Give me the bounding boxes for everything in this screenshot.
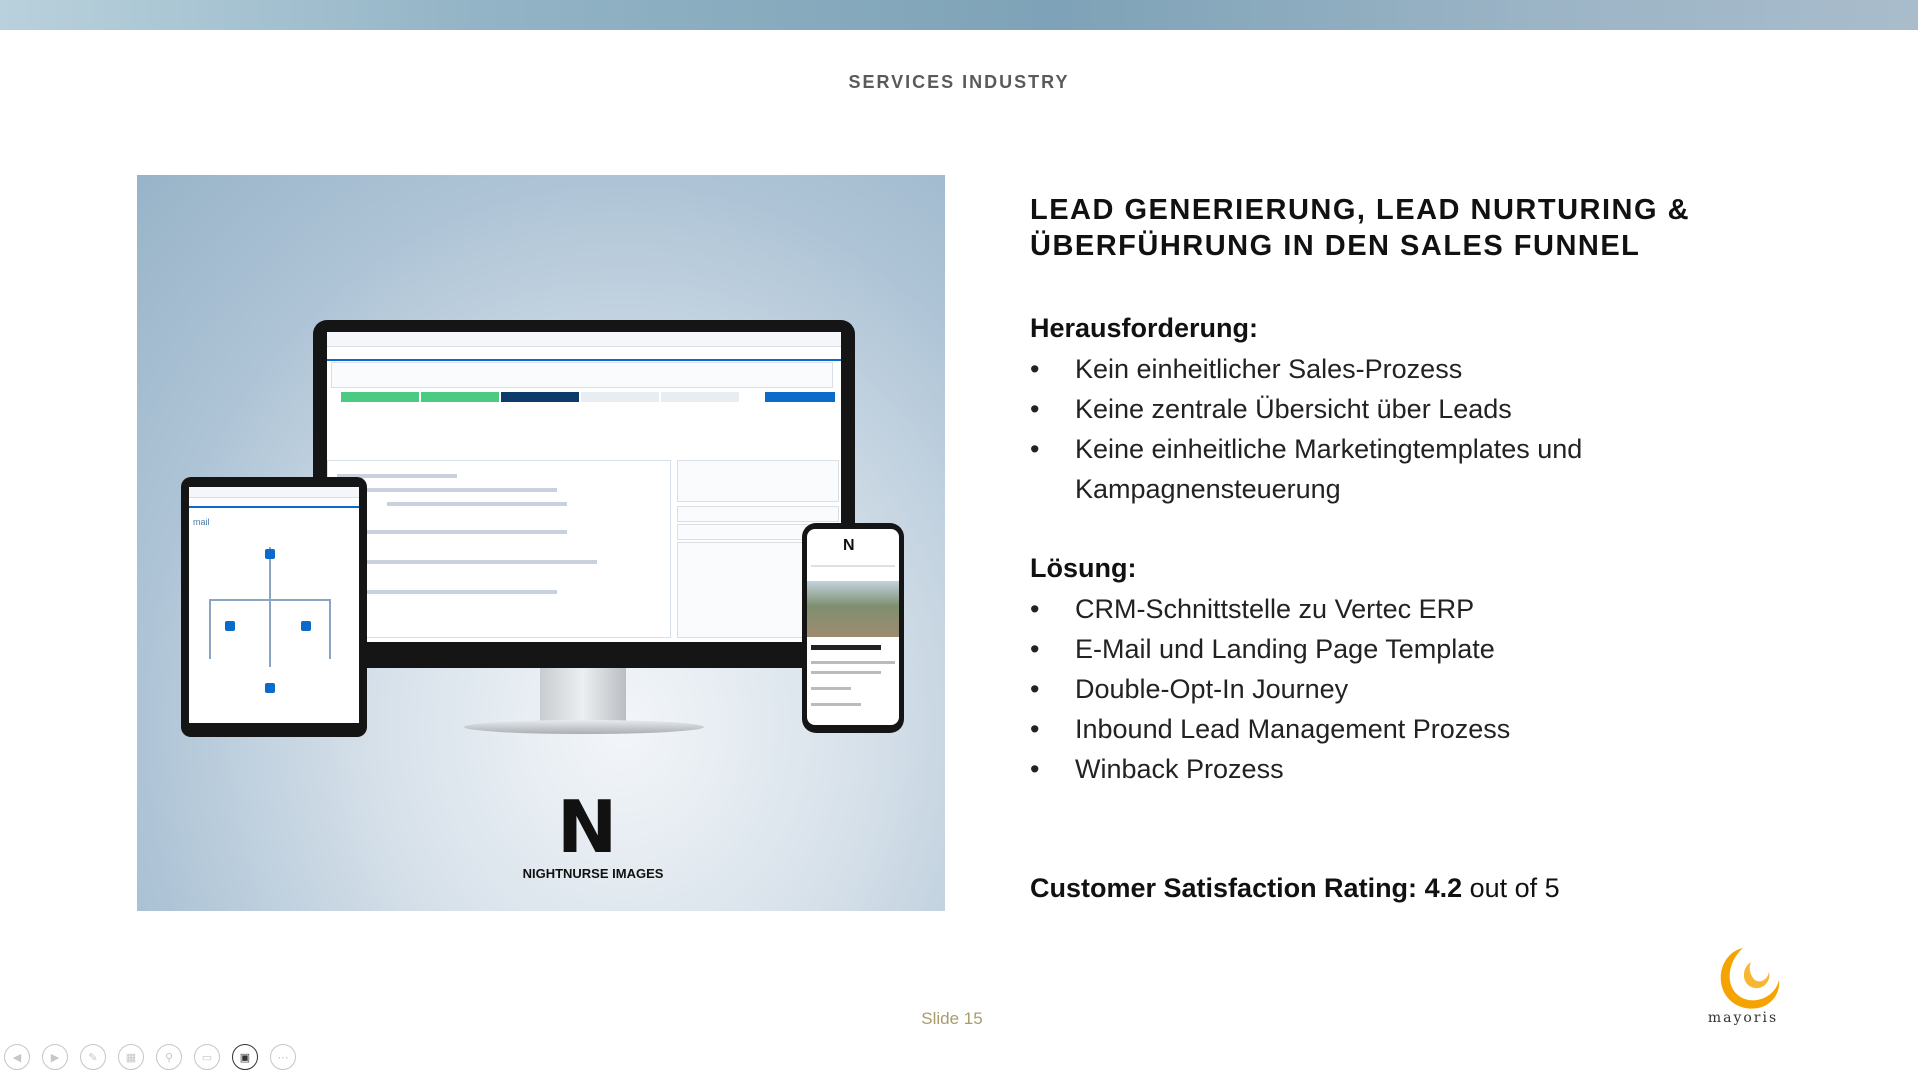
list-item: • Double-Opt-In Journey [1030,674,1349,704]
list-item: • Inbound Lead Management Prozess [1030,714,1511,744]
more-icon[interactable]: ⋯ [270,1044,296,1070]
list-item: • CRM-Schnittstelle zu Vertec ERP [1030,594,1475,624]
rating-value: 4.2 [1424,873,1463,903]
solution-title: Lösung: [1030,553,1137,583]
list-item: • Keine einheitliche Marketingtemplates und Kampagnensteuerung [1030,434,1583,504]
slide-number: Slide 15 [921,1009,983,1028]
phone-illustration: N [802,523,904,733]
challenge-list [1030,349,1715,509]
satisfaction-rating [1030,873,1560,904]
zoom-icon[interactable]: ⚲ [156,1044,182,1070]
pen-icon[interactable]: ✎ [80,1044,106,1070]
tablet-illustration: mail [181,477,367,737]
list-item: • Winback Prozess [1030,754,1284,784]
monitor-illustration [313,320,855,668]
mayoris-logo-text: mayoris [1707,1010,1779,1026]
challenge-title: Herausforderung: [1030,313,1259,343]
heading-line-1: LEAD GENERIERUNG, LEAD NURTURING & [1030,194,1691,226]
crm-screen [327,332,841,642]
next-icon[interactable]: ▶ [42,1044,68,1070]
device-mockup-image [137,175,945,911]
list-item: • Keine zentrale Übersicht über Leads [1030,394,1512,424]
monitor-base [464,720,704,734]
industry-label: SERVICES INDUSTRY [848,72,1070,92]
list-item: • E-Mail und Landing Page Template [1030,634,1495,664]
nightnurse-brand-text: NIGHTNURSE IMAGES [522,866,664,881]
rating-suffix: out of 5 [1469,873,1560,903]
rating-label: Customer Satisfaction Rating: [1030,873,1418,903]
slides-grid-icon[interactable]: ▦ [118,1044,144,1070]
monitor-stand [540,668,626,726]
top-banner [0,0,1918,30]
previous-icon[interactable]: ◀ [4,1044,30,1070]
list-item: • Kein einheitlicher Sales-Prozess [1030,354,1463,384]
solution-list [1030,589,1715,789]
subtitles-icon[interactable]: ▭ [194,1044,220,1070]
slide-heading [1030,192,1730,264]
camera-icon[interactable]: ▣ [232,1044,258,1070]
heading-line-2: ÜBERFÜHRUNG IN DEN SALES FUNNEL [1030,230,1641,262]
nightnurse-logo-icon: N [557,785,612,869]
